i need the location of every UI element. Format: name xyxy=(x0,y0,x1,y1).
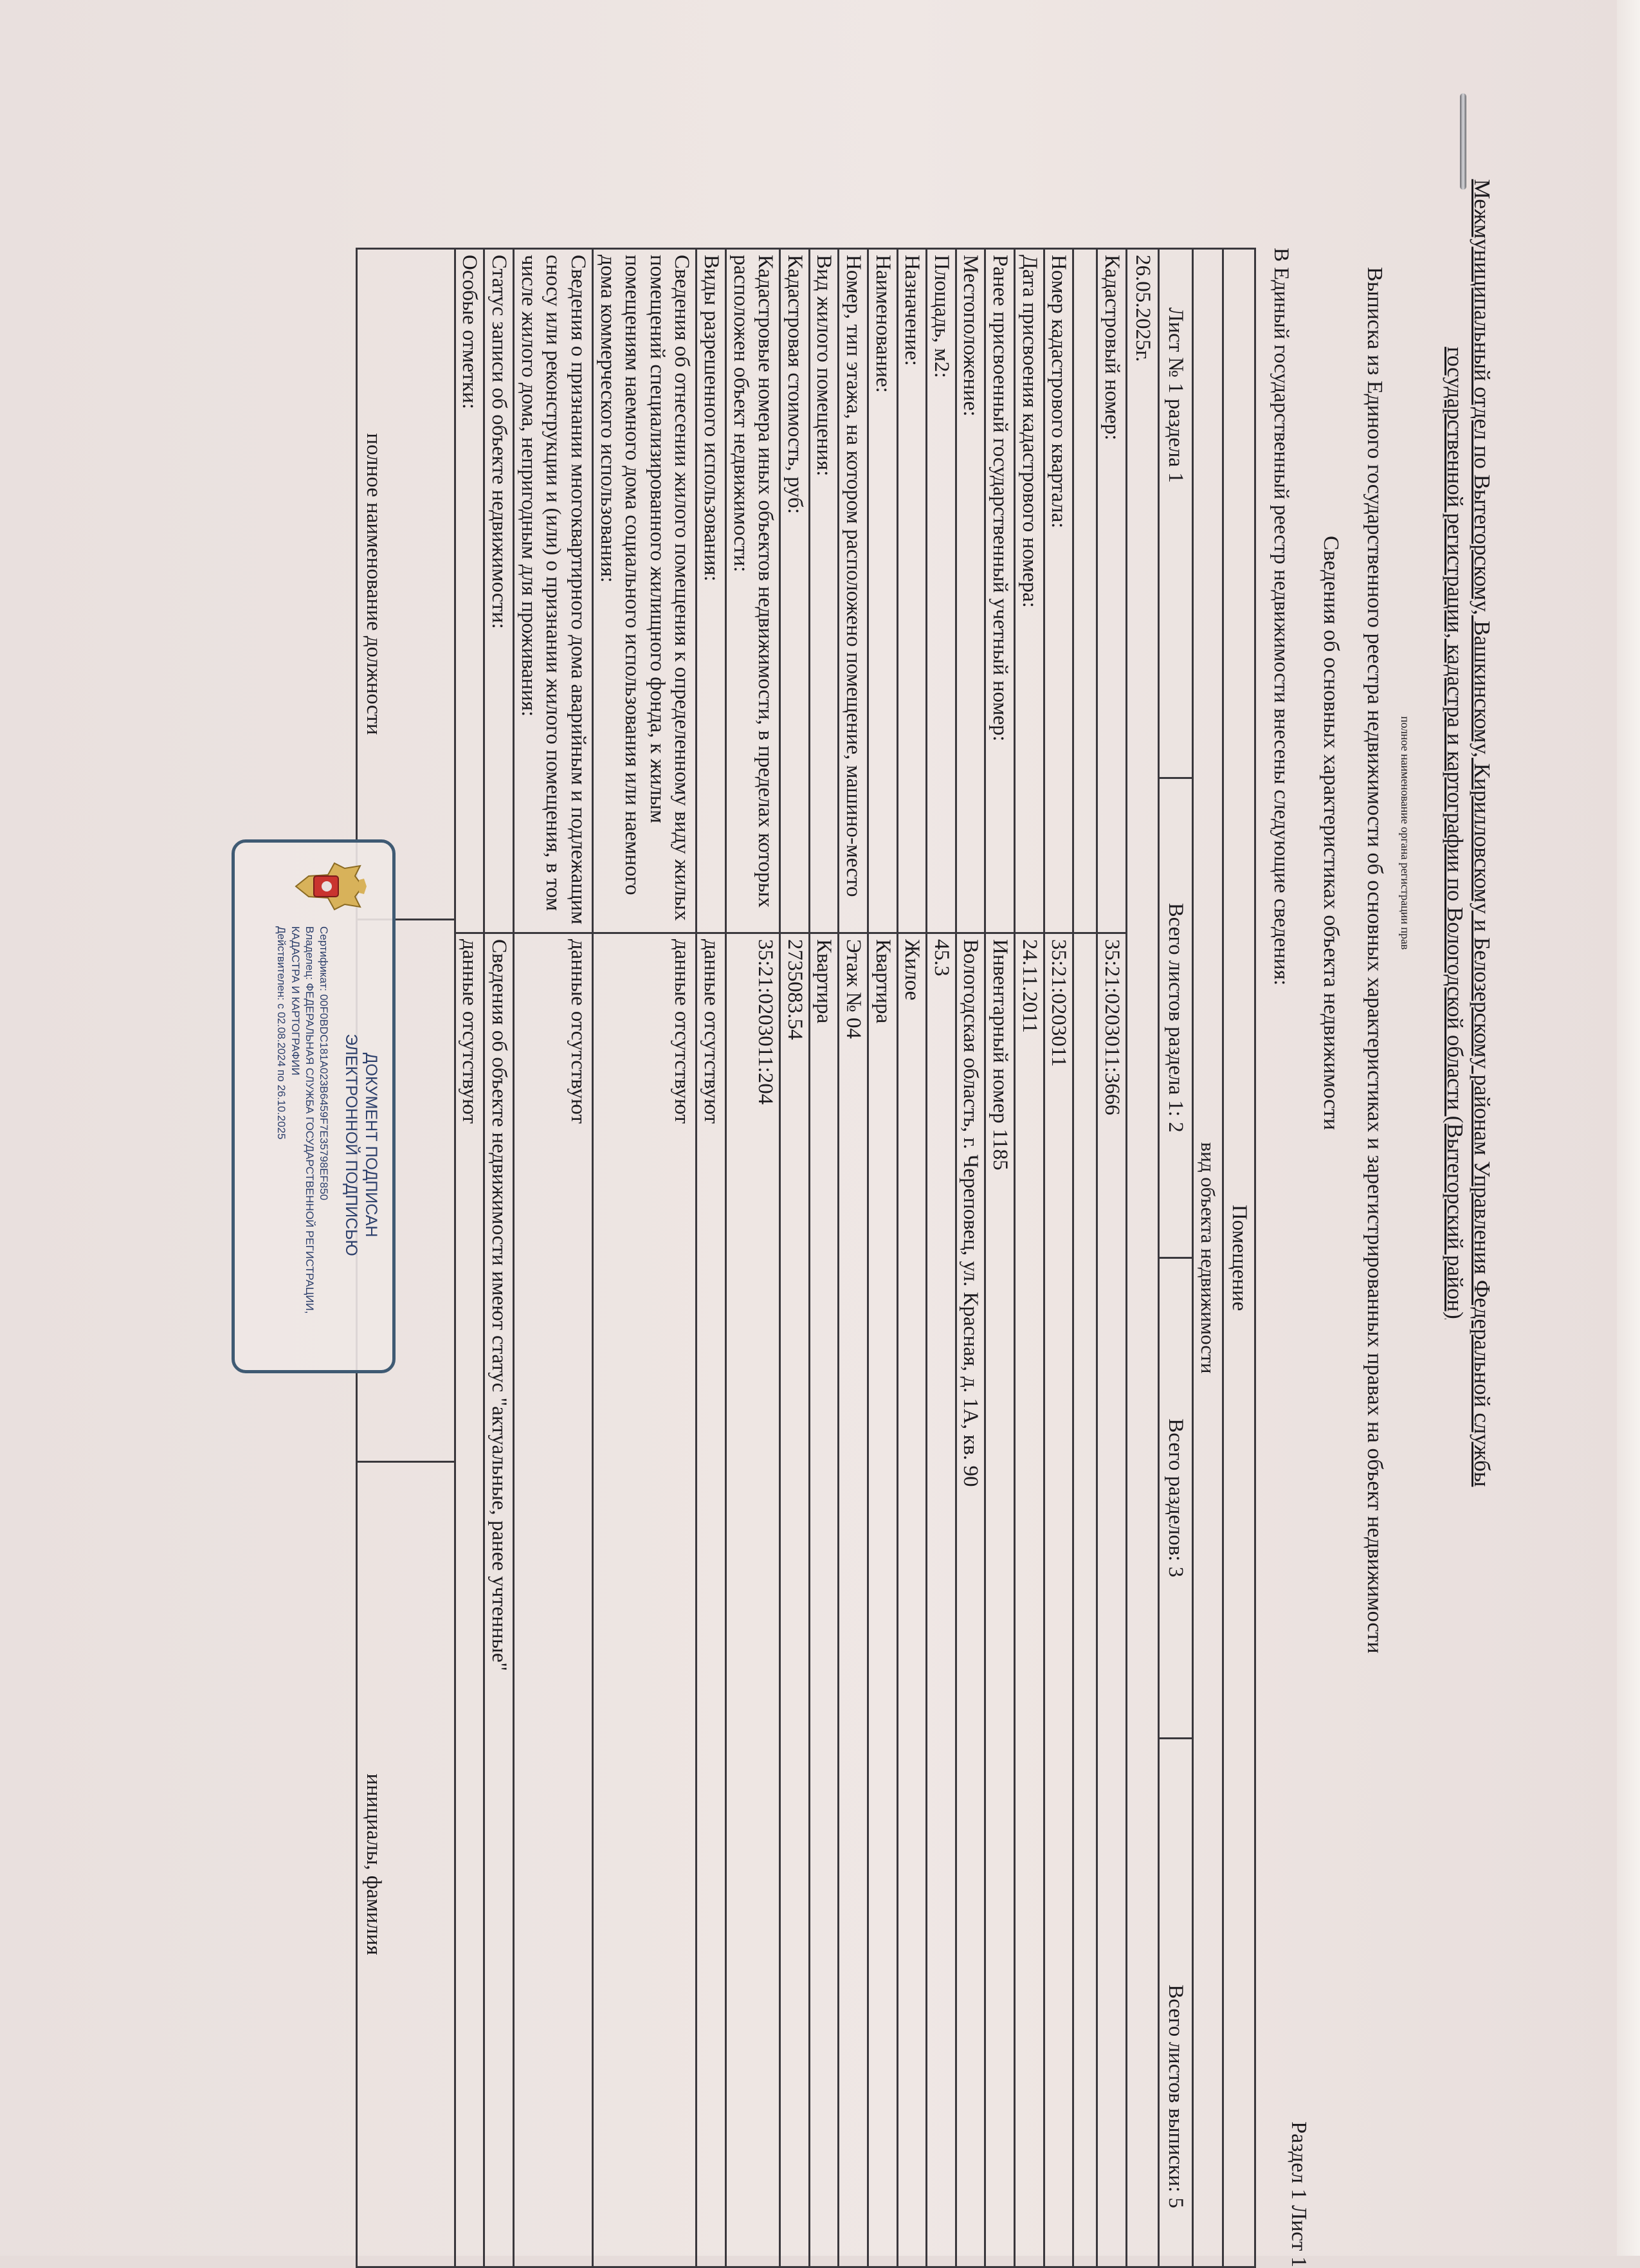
position-caption: полное наименование должности xyxy=(362,433,386,735)
row-label: Ранее присвоенный государственный учетный номер: xyxy=(986,250,1014,934)
spacer-row xyxy=(1074,250,1098,2266)
row-label: Статус записи об объекте недвижимости: xyxy=(486,250,513,934)
table-row xyxy=(898,250,928,2266)
table-row xyxy=(697,250,727,2266)
row-label: Кадастровая стоимость, руб: xyxy=(781,250,808,934)
row-value: 35:21:0203011 xyxy=(1047,939,1071,1067)
table-row xyxy=(456,250,486,2266)
row-label: Площадь, м2: xyxy=(927,250,955,934)
sheet-number: Лист № 1 раздела 1 xyxy=(1160,250,1192,779)
date-row xyxy=(1127,250,1160,2266)
electronic-signature-stamp xyxy=(232,839,396,1373)
object-type-caption-row xyxy=(1194,250,1224,2266)
table-row xyxy=(486,250,515,2266)
row-label: Номер кадастрового квартала: xyxy=(1045,250,1073,934)
row-value: Инвентарный номер 1185 xyxy=(989,939,1012,1171)
sheet-info-row xyxy=(1160,250,1194,2266)
row-value: 24.11.2011 xyxy=(1017,939,1041,1034)
row-label: Номер, тип этажа, на котором расположено помещение, машино-место xyxy=(839,250,867,934)
row-label: Виды разрешенного использования: xyxy=(697,250,725,934)
table-row xyxy=(927,250,957,2266)
stamp-owner: Владелец: ФЕДЕРАЛЬНАЯ СЛУЖБА ГОСУДАРСТВЕННОЙ РЕГИСТРАЦИИ, КАДАСТРА И КАРТОГРАФИИ xyxy=(289,926,316,1314)
paper-edge xyxy=(1617,0,1640,2256)
extract-date: 26.05.2025г. xyxy=(1131,255,1154,362)
row-value: данные отсутствуют xyxy=(670,939,694,1124)
row-value: данные отсутствуют xyxy=(458,939,482,1124)
table-row xyxy=(515,250,594,2266)
document-title: Выписка из Единого государственного реестра недвижимости об основных характеристиках и зарегистрированных правах на объект недвижимости xyxy=(1363,267,1387,1654)
total-sheets-count: Всего листов выписки: 5 xyxy=(1164,1984,1188,2208)
cadastral-row xyxy=(1098,250,1127,2266)
cadastral-value: 35:21:0203011:3666 xyxy=(1100,939,1124,1115)
row-value: Квартира xyxy=(871,939,895,1024)
row-value: 2735083.54 xyxy=(783,939,806,1040)
row-value: Сведения об объекте недвижимости имеют статус "актуальные, ранее учтенные" xyxy=(487,939,511,1672)
table-row xyxy=(1016,250,1045,2266)
table-row xyxy=(781,250,810,2266)
table-row xyxy=(727,250,781,2266)
section-sheets-count: Всего листов раздела 1: 2 xyxy=(1160,779,1192,1259)
row-label: Особые отметки: xyxy=(456,250,484,934)
stamp-details xyxy=(274,926,331,1364)
row-label: Кадастровые номера иных объектов недвижимости, в пределах которых расположен объект недвижимости: xyxy=(727,250,779,934)
coat-of-arms-icon xyxy=(291,857,367,916)
row-value: Жилое xyxy=(900,939,924,1001)
row-label: Вид жилого помещения: xyxy=(810,250,838,934)
position-cell xyxy=(358,250,454,920)
document-subtitle: Сведения об основных характеристиках объекта недвижимости xyxy=(1319,536,1343,1130)
row-label: Местоположение: xyxy=(957,250,985,934)
table-row xyxy=(986,250,1016,2266)
table-row xyxy=(869,250,898,2266)
cadastral-label: Кадастровый номер: xyxy=(1098,250,1125,934)
row-label: Сведения о признании многоквартирного дома аварийным и подлежащим сносу или реконструкции и (или) о признании жилого помещения, в том числе жилого дома, непригодным для проживания: xyxy=(515,250,592,934)
row-label: Сведения об отнесении жилого помещения к определенному виду жилых помещений специализированного жилищного фонда, к жилым помещениям наемного дома социального использования или наемного дома коммерческого использования: xyxy=(594,250,695,934)
rotated-page xyxy=(235,170,1495,2267)
stamp-title-line1: ДОКУМЕНТ ПОДПИСАН xyxy=(362,1052,380,1238)
table-row xyxy=(839,250,869,2266)
name-cell xyxy=(358,1463,454,2266)
row-value: 45.3 xyxy=(929,939,953,976)
property-table xyxy=(356,248,1256,2268)
row-label: Наименование: xyxy=(869,250,897,934)
organization-name: Межмуниципальный отдел по Вытегорскому, Вашкинскому, Кирилловскому и Белозерскому районам Управления Федеральной службы государственной регистрации, кадастра и картографии по Вологодской области (Вытегорский район) xyxy=(1443,179,1495,1487)
section-label: Раздел 1 Лист 1 xyxy=(1287,2121,1311,2267)
table-row xyxy=(957,250,987,2266)
egrn-intro: В Единый государственный реестр недвижимости внесены следующие сведения: xyxy=(1270,248,1293,986)
row-value: 35:21:0203011:204 xyxy=(754,939,778,1105)
row-label: Назначение: xyxy=(898,250,926,934)
table-row xyxy=(1045,250,1075,2266)
row-value: данные отсутствуют xyxy=(566,939,590,1124)
object-type-row xyxy=(1224,250,1256,2266)
spacer-label xyxy=(1074,250,1096,934)
row-value: Вологодская область, г. Череповец, ул. Красная, д. 1А, кв. 90 xyxy=(959,939,983,1487)
object-type: Помещение xyxy=(1228,1204,1251,1312)
row-value: данные отсутствуют xyxy=(699,939,723,1124)
sections-count: Всего разделов: 3 xyxy=(1160,1259,1192,1739)
stamp-certificate: Сертификат: 00F0BDC181A023B6459F7E35798EF850 xyxy=(318,926,330,1201)
stamp-title-line2: ЭЛЕКТРОННОЙ ПОДПИСЬЮ xyxy=(342,1034,360,1256)
row-label: Дата присвоения кадастрового номера: xyxy=(1016,250,1043,934)
organization-caption: полное наименование органа регистрации прав xyxy=(1399,716,1412,950)
table-row xyxy=(810,250,840,2266)
name-caption: инициалы, фамилия xyxy=(362,1773,386,1955)
spacer-value xyxy=(1074,934,1096,2266)
object-type-caption: вид объекта недвижимости xyxy=(1197,1142,1220,1374)
stamp-valid: Действителен: с 02.08.2024 по 26.10.2025 xyxy=(275,926,287,1140)
stamp-title xyxy=(341,926,381,1364)
table-row xyxy=(594,250,697,2266)
row-value: Квартира xyxy=(812,939,836,1024)
row-value: Этаж № 04 xyxy=(842,939,866,1039)
